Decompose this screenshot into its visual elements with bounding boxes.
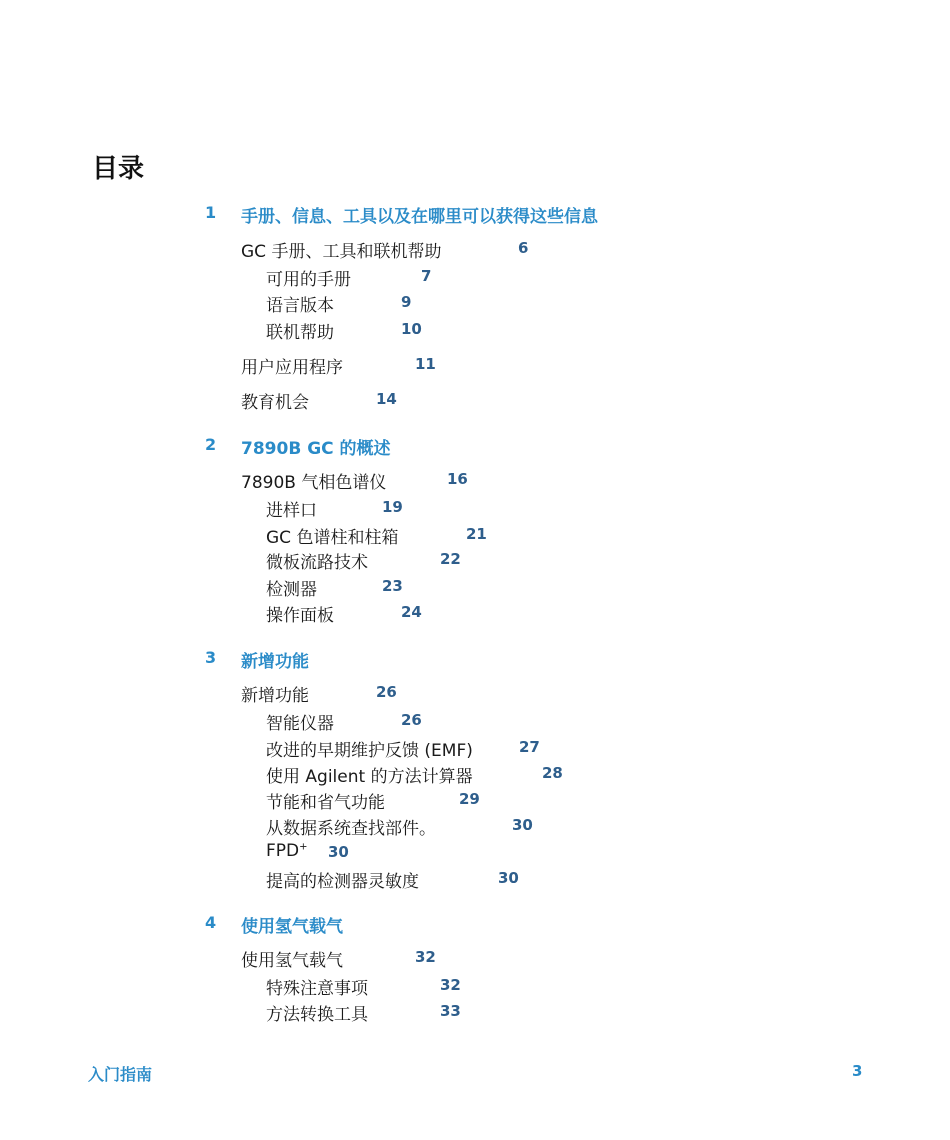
toc-entry[interactable] (266, 841, 308, 861)
toc-page-number[interactable]: 24 (401, 603, 422, 621)
toc-entry[interactable]: 改进的早期维护反馈 (EMF) (266, 741, 473, 761)
toc-page-number[interactable]: 32 (440, 976, 461, 994)
toc-page-number[interactable]: 21 (466, 525, 487, 543)
toc-page-number[interactable]: 29 (459, 790, 480, 808)
chapter-2-number: 2 (205, 435, 217, 454)
toc-entry[interactable]: 可用的手册 (266, 270, 351, 290)
footer-book-title: 入门指南 (88, 1065, 153, 1084)
toc-page-number[interactable]: 14 (376, 390, 397, 408)
toc-entry[interactable]: 从数据系统查找部件。 (266, 819, 436, 839)
toc-entry-superscript: + (299, 841, 308, 853)
chapter-1-number: 1 (205, 203, 217, 222)
toc-entry[interactable]: 进样口 (266, 501, 317, 521)
toc-entry[interactable]: 提高的检测器灵敏度 (266, 872, 419, 892)
page-title: 目录 (92, 154, 145, 184)
toc-page-number[interactable]: 27 (519, 738, 540, 756)
toc-entry[interactable]: 新增功能 (241, 686, 309, 706)
toc-entry[interactable]: 特殊注意事项 (266, 979, 368, 999)
toc-page-number[interactable]: 6 (518, 239, 529, 257)
toc-entry[interactable]: 使用 Agilent 的方法计算器 (266, 767, 473, 787)
toc-page-number[interactable]: 30 (512, 816, 533, 834)
toc-page-number[interactable]: 23 (382, 577, 403, 595)
toc-entry[interactable]: 检测器 (266, 580, 317, 600)
toc-entry[interactable]: 7890B 气相色谱仪 (241, 473, 387, 493)
toc-entry[interactable]: 操作面板 (266, 606, 334, 626)
toc-page-number[interactable]: 28 (542, 764, 563, 782)
toc-entry[interactable]: 方法转换工具 (266, 1005, 368, 1025)
toc-page-number[interactable]: 11 (415, 355, 436, 373)
toc-page-number[interactable]: 22 (440, 550, 461, 568)
toc-entry[interactable]: 联机帮助 (266, 323, 334, 343)
footer-page-number: 3 (852, 1062, 863, 1080)
toc-page-number[interactable]: 30 (498, 869, 519, 887)
toc-page-number[interactable]: 7 (421, 267, 432, 285)
toc-entry[interactable]: GC 手册、工具和联机帮助 (241, 242, 442, 262)
toc-page-number[interactable]: 26 (376, 683, 397, 701)
toc-entry[interactable]: 智能仪器 (266, 714, 334, 734)
toc-page-number[interactable]: 32 (415, 948, 436, 966)
toc-entry[interactable]: 教育机会 (241, 393, 309, 413)
chapter-3-number: 3 (205, 648, 217, 667)
toc-page-number[interactable]: 19 (382, 498, 403, 516)
toc-entry[interactable]: GC 色谱柱和柱箱 (266, 528, 399, 548)
chapter-1-title[interactable]: 手册、信息、工具以及在哪里可以获得这些信息 (241, 207, 598, 227)
chapter-4-number: 4 (205, 913, 217, 932)
toc-page-number[interactable]: 9 (401, 293, 412, 311)
toc-page-number[interactable]: 30 (328, 843, 349, 861)
chapter-2-title[interactable]: 7890B GC 的概述 (241, 439, 391, 459)
toc-page-number[interactable]: 16 (447, 470, 468, 488)
chapter-4-title[interactable]: 使用氢气载气 (241, 917, 343, 937)
toc-entry[interactable]: 用户应用程序 (241, 358, 343, 378)
toc-entry[interactable]: 使用氢气载气 (241, 951, 343, 971)
toc-entry[interactable]: 节能和省气功能 (266, 793, 385, 813)
toc-entry-text: FPD (266, 841, 300, 861)
toc-entry[interactable]: 语言版本 (266, 296, 334, 316)
toc-page-number[interactable]: 26 (401, 711, 422, 729)
chapter-3-title[interactable]: 新增功能 (241, 652, 309, 672)
toc-page-number[interactable]: 10 (401, 320, 422, 338)
toc-page-number[interactable]: 33 (440, 1002, 461, 1020)
toc-entry[interactable]: 微板流路技术 (266, 553, 368, 573)
